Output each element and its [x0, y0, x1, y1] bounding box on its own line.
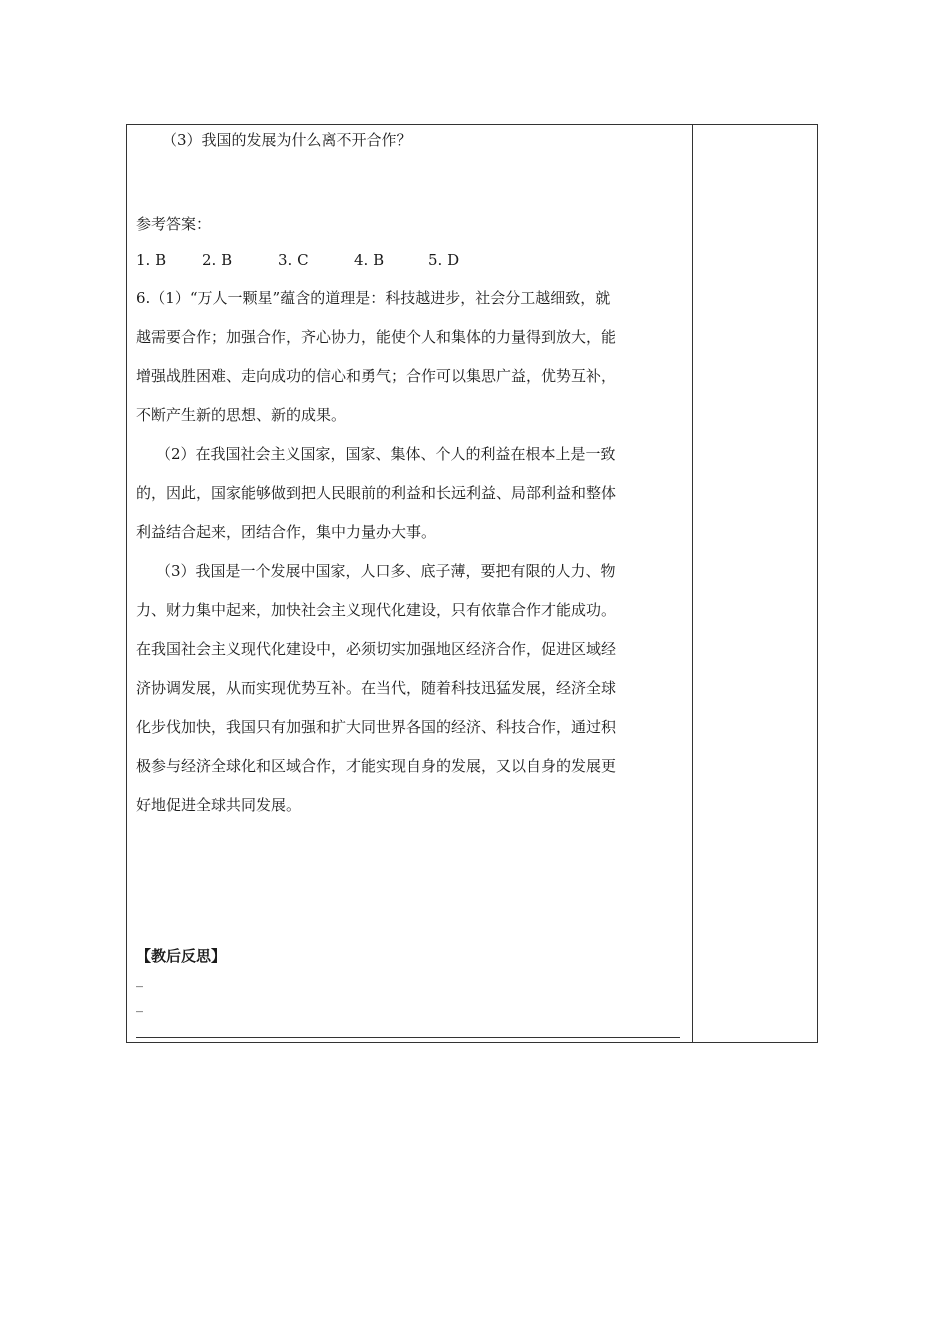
- answer-6-line-1: 6.（1）“万人一颗星”蕴含的道理是：科技越进步，社会分工越细致，就: [136, 289, 611, 307]
- answer-6-line-3: 增强战胜困难、走向成功的信心和勇气；合作可以集思广益，优势互补，: [136, 367, 617, 385]
- answer-4: 4. B: [354, 251, 385, 269]
- answer-3: 3. C: [278, 251, 309, 269]
- answer-6-line-4: 不断产生新的思想、新的成果。: [136, 406, 347, 424]
- question-3-text: （3）我国的发展为什么离不开合作？: [162, 131, 412, 149]
- reflection-underline: [136, 1037, 680, 1038]
- answer-6-line-2: 越需要合作；加强合作，齐心协力，能使个人和集体的力量得到放大，能: [136, 328, 617, 346]
- reflection-heading: 【教后反思】: [136, 947, 227, 965]
- answer-6-3-line-3: 在我国社会主义现代化建设中，必须切实加强地区经济合作，促进区域经: [136, 640, 617, 658]
- answer-6-2-line-1: （2）在我国社会主义国家，国家、集体、个人的利益在根本上是一致: [156, 445, 616, 463]
- reflection-dash-2: _: [136, 997, 143, 1013]
- answer-6-3-line-5: 化步伐加快，我国只有加强和扩大同世界各国的经济、科技合作，通过积: [136, 718, 617, 736]
- answer-6-3-line-1: （3）我国是一个发展中国家，人口多、底子薄，要把有限的人力、物: [156, 562, 616, 580]
- reflection-dash-1: _: [136, 972, 143, 988]
- answer-list: [136, 250, 459, 270]
- answer-2: 2. B: [202, 251, 233, 269]
- answer-6-3-line-2: 力、财力集中起来，加快社会主义现代化建设，只有依靠合作才能成功。: [136, 601, 617, 619]
- answer-1: 1. B: [136, 251, 167, 269]
- answer-6-3-line-7: 好地促进全球共同发展。: [136, 796, 302, 814]
- answer-5: 5. D: [428, 251, 460, 269]
- answer-6-3-line-6: 极参与经济全球化和区域合作，才能实现自身的发展，又以自身的发展更: [136, 757, 617, 775]
- answers-heading: 参考答案：: [136, 215, 212, 233]
- question-3: [162, 130, 412, 150]
- answer-6-3-line-4: 济协调发展，从而实现优势互补。在当代，随着科技迅猛发展，经济全球: [136, 679, 617, 697]
- answer-6-2-line-2: 的，因此，国家能够做到把人民眼前的利益和长远利益、局部利益和整体: [136, 484, 617, 502]
- column-divider: [692, 124, 693, 1043]
- answer-6-2-line-3: 利益结合起来，团结合作，集中力量办大事。: [136, 523, 437, 541]
